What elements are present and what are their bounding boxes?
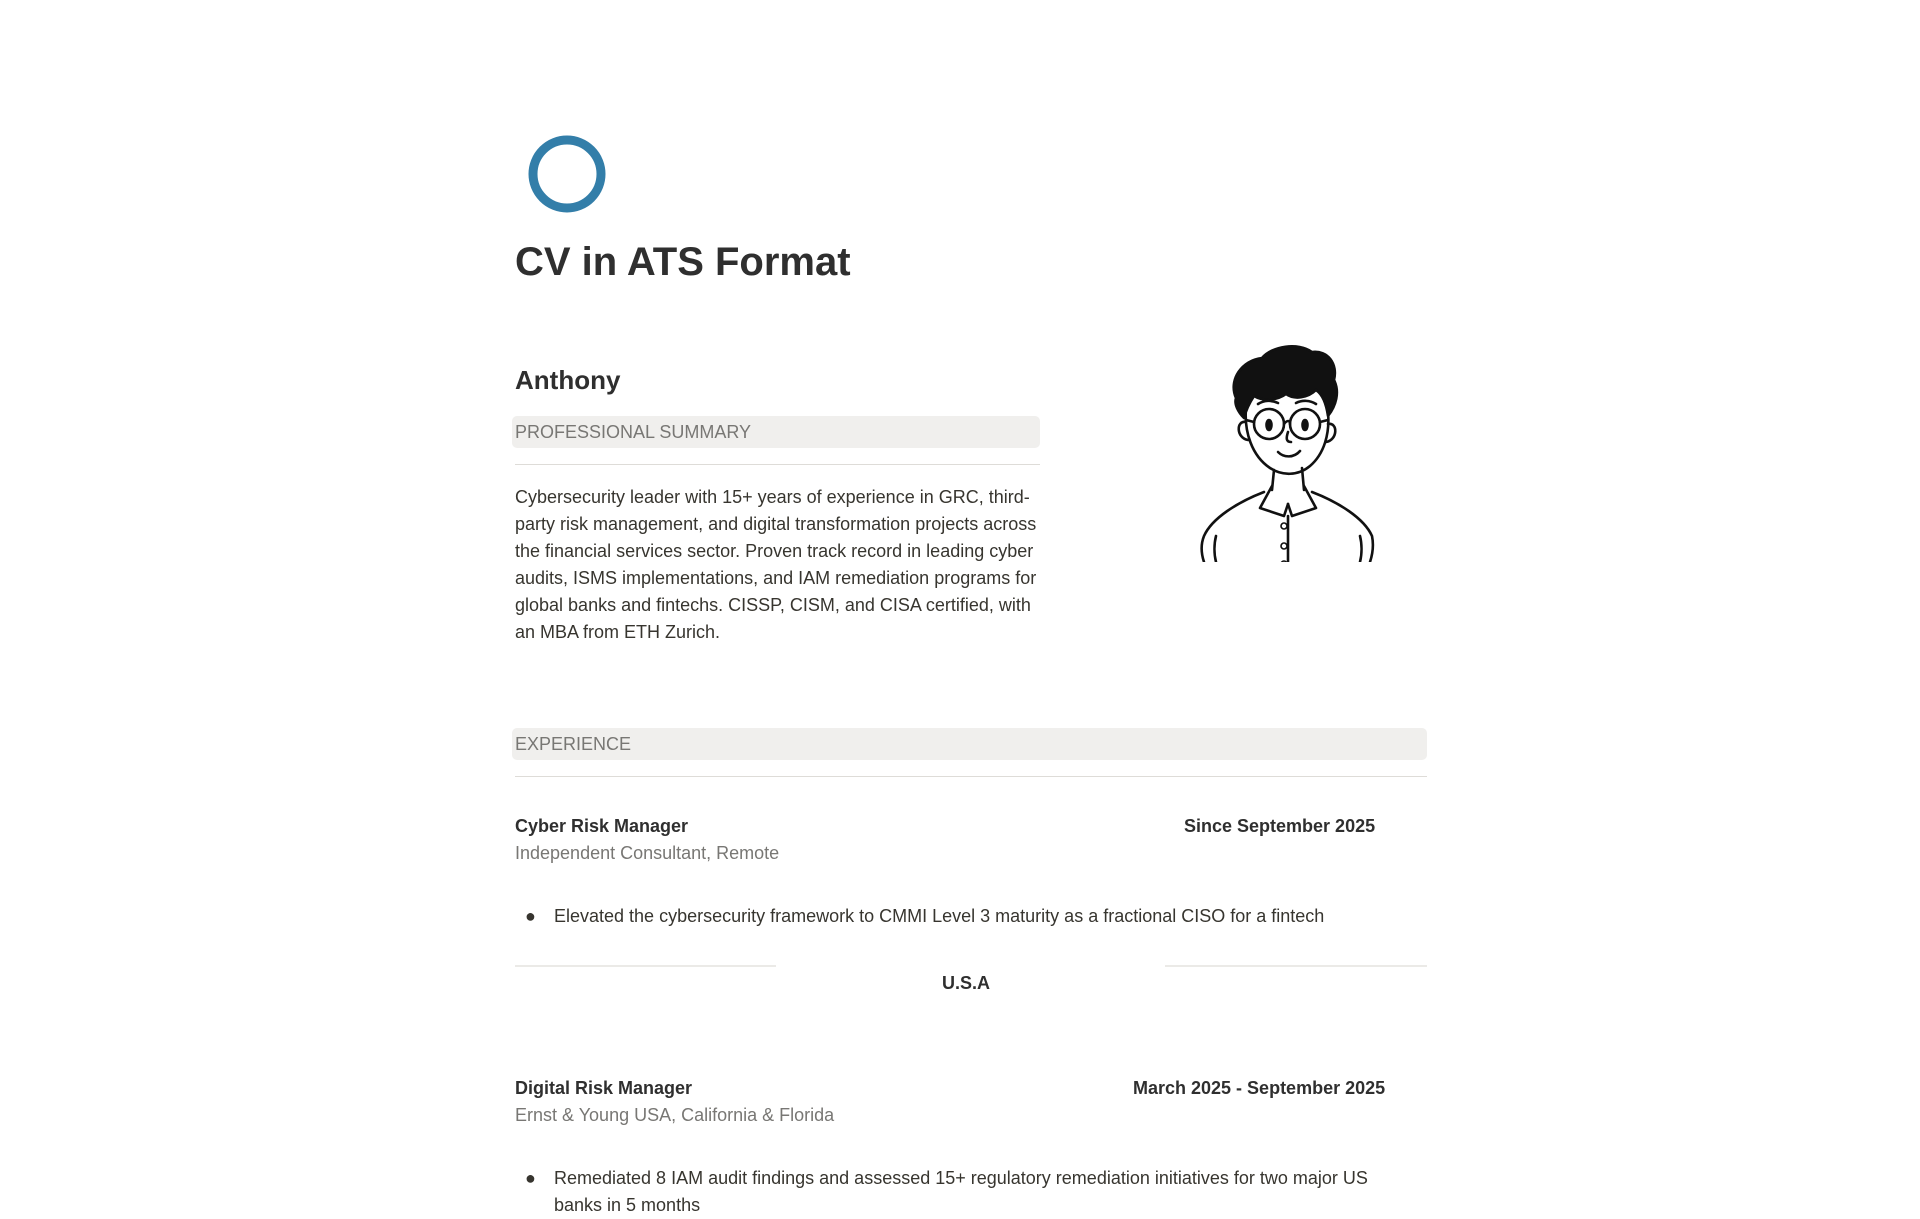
summary-column	[515, 360, 1040, 646]
candidate-name[interactable]: Anthony	[515, 365, 621, 395]
location-divider	[515, 965, 1427, 1005]
page-title[interactable]: CV in ATS Format	[515, 240, 851, 284]
job-bullets	[515, 903, 1427, 930]
job-date[interactable]: March 2025 - September 2025	[1133, 1078, 1386, 1098]
professional-summary-heading[interactable]: PROFESSIONAL SUMMARY	[512, 416, 1040, 448]
job-bullets	[515, 1165, 1395, 1219]
job-organization[interactable]: Independent Consultant, Remote	[515, 843, 780, 863]
bullet-text: Remediated 8 IAM audit findings and assessed 15+ regulatory remediation initiatives for two major US banks in 5 months	[554, 1168, 1368, 1215]
job-header	[515, 1075, 1427, 1102]
job-entry	[515, 813, 1427, 930]
circle-outline-icon[interactable]	[527, 134, 607, 214]
list-item[interactable]	[515, 1165, 1395, 1219]
job-organization[interactable]: Ernst & Young USA, California & Florida	[515, 1105, 835, 1125]
professional-summary-text[interactable]: Cybersecurity leader with 15+ years of experience in GRC, third-party risk management, and digital transformation projects across the financial services sector. Proven track record in leading cyber audits, ISMS implementations, and IAM remediation programs for global banks and fintechs. CISSP, CISM, and CISA certified, with an MBA from ETH Zurich.	[515, 487, 1037, 642]
job-header	[515, 813, 1427, 840]
bullet-icon: ●	[525, 1168, 536, 1188]
avatar-illustration	[1198, 340, 1378, 562]
job-title[interactable]: Digital Risk Manager	[515, 1078, 693, 1098]
divider	[515, 464, 1040, 465]
experience-heading[interactable]: EXPERIENCE	[512, 728, 1427, 760]
job-entry	[515, 1075, 1427, 1219]
location-label[interactable]: U.S.A	[941, 973, 990, 993]
bullet-text: Elevated the cybersecurity framework to CMMI Level 3 maturity as a fractional CISO for a fintech	[554, 906, 1325, 926]
divider-line-left	[515, 965, 776, 967]
job-title[interactable]: Cyber Risk Manager	[515, 816, 689, 836]
divider-line-right	[1165, 965, 1427, 967]
job-date[interactable]: Since September 2025	[1184, 816, 1376, 836]
bullet-icon: ●	[525, 906, 536, 926]
divider	[515, 776, 1427, 777]
experience-section	[515, 728, 1427, 1219]
list-item[interactable]	[515, 903, 1427, 930]
